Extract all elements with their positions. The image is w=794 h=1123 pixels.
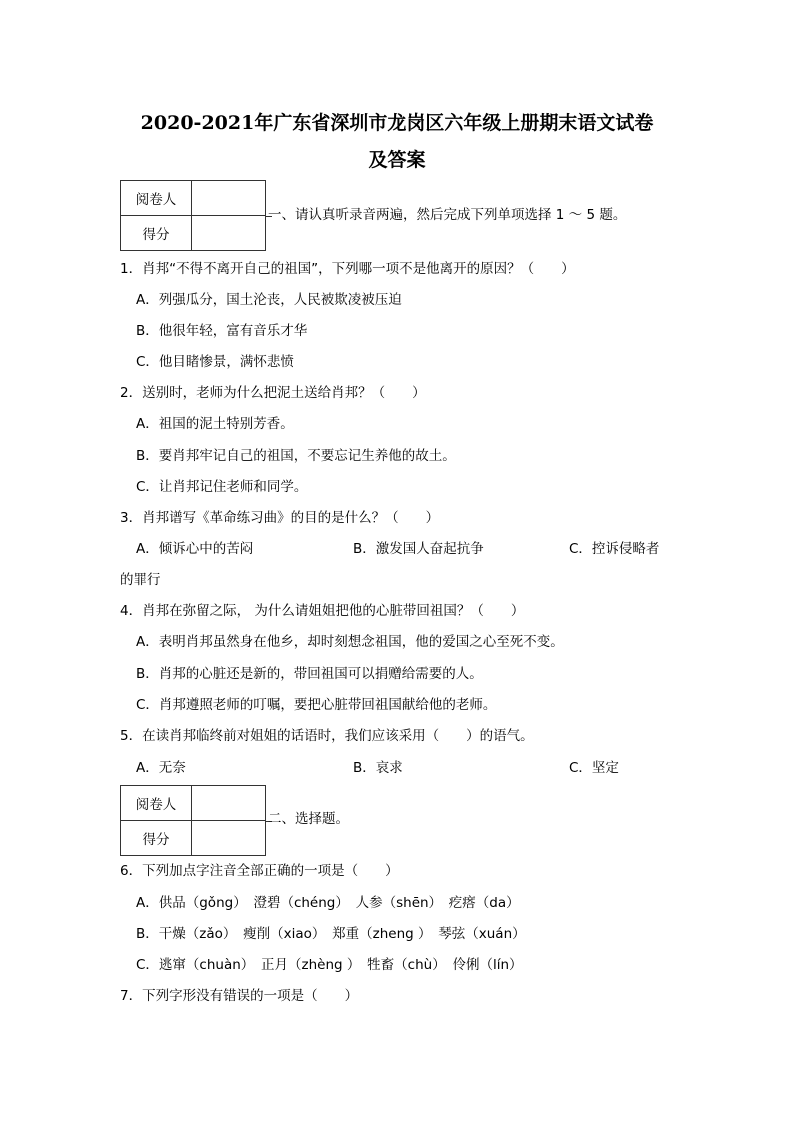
title-line-2: 及答案 [368, 149, 426, 171]
question-7: 7．下列字形没有错误的一项是（ ） [120, 988, 359, 1004]
q2-option-a: A．祖国的泥土特别芳香。 [136, 416, 294, 432]
question-6: 6．下列加点字注音全部正确的一项是（ ） [120, 863, 399, 879]
reviewer-cell [192, 181, 266, 216]
q4-option-b: B．肖邦的心脏还是新的，带回祖国可以捐赠给需要的人。 [136, 666, 483, 682]
q5-option-c: C．坚定 [569, 760, 619, 776]
q3-option-a: A．倾诉心中的苦闷 [136, 541, 254, 557]
q2-option-b: B．要肖邦牢记自己的祖国，不要忘记生养他的故土。 [136, 448, 456, 464]
question-4: 4．肖邦在弥留之际， 为什么请姐姐把他的心脏带回祖国？（ ） [120, 603, 525, 619]
reviewer-label: 阅卷人 [121, 786, 192, 821]
q4-option-a: A．表明肖邦虽然身在他乡，却时刻想念祖国，他的爱国之心至死不变。 [136, 634, 564, 650]
q1-option-a: A．列强瓜分，国土沦丧，人民被欺凌被压迫 [136, 292, 402, 308]
section-1-heading: 一、请认真听录音两遍，然后完成下列单项选择 1 ～ 5 题。 [268, 207, 627, 223]
q3-option-b: B．激发国人奋起抗争 [353, 541, 484, 557]
question-2: 2．送别时，老师为什么把泥土送给肖邦？（ ） [120, 385, 426, 401]
q3-option-c: C．控诉侵略者 [569, 541, 660, 557]
q3-option-c-continued: 的罪行 [120, 572, 161, 588]
score-cell [192, 216, 266, 251]
question-5: 5．在读肖邦临终前对姐姐的话语时，我们应该采用（ ）的语气。 [120, 728, 534, 744]
q5-option-a: A．无奈 [136, 760, 186, 776]
reviewer-label: 阅卷人 [121, 181, 192, 216]
grade-table-1 [120, 180, 266, 251]
q5-option-b: B．哀求 [353, 760, 403, 776]
reviewer-cell [192, 786, 266, 821]
q1-option-c: C．他目睹惨景，满怀悲愤 [136, 354, 294, 370]
question-1: 1．肖邦“不得不离开自己的祖国”，下列哪一项不是他离开的原因？（ ） [120, 261, 575, 277]
q6-option-a: A．供品（gǒng） 澄碧（chéng） 人参（shēn） 疙瘩（da） [136, 895, 520, 911]
score-cell [192, 821, 266, 856]
score-label: 得分 [121, 821, 192, 856]
title-line-1: 2020-2021年广东省深圳市龙岗区六年级上册期末语文试卷 [140, 112, 654, 134]
q6-option-b: B．干燥（zǎo） 瘦削（xiao） 郑重（zheng ） 琴弦（xuán） [136, 926, 526, 942]
section-2-heading: 二、选择题。 [268, 811, 349, 827]
score-label: 得分 [121, 216, 192, 251]
question-3: 3．肖邦谱写《革命练习曲》的目的是什么？（ ） [120, 510, 440, 526]
q6-option-c: C．逃窜（chuàn） 正月（zhèng ） 牲畜（chù） 伶俐（lín） [136, 957, 523, 973]
grade-table-2 [120, 785, 266, 856]
q4-option-c: C．肖邦遵照老师的叮嘱，要把心脏带回祖国献给他的老师。 [136, 697, 497, 713]
q1-option-b: B．他很年轻，富有音乐才华 [136, 323, 308, 339]
q2-option-c: C．让肖邦记住老师和同学。 [136, 479, 308, 495]
